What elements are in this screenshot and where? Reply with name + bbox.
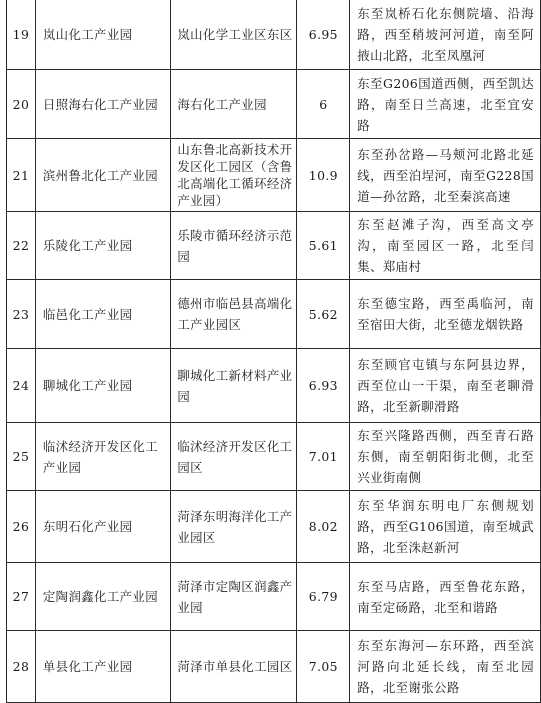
park-location-cell: [171, 70, 297, 139]
park-name-cell: [35, 212, 170, 280]
park-area: 7.05: [308, 659, 338, 674]
park-boundary-cell: [350, 349, 541, 423]
park-location: 乐陵市循环经济示范园: [177, 227, 293, 264]
park-area-cell: [297, 563, 350, 631]
row-number-cell: [7, 70, 36, 139]
park-location-cell: [171, 139, 297, 212]
row-number-cell: [7, 280, 36, 349]
park-name: 单县化工产业园: [42, 659, 133, 674]
park-boundary-cell: [350, 70, 541, 139]
park-boundary: 东至华润东明电厂东侧规划路，西至G106国道，南至城武路，北至洙赵新河: [357, 498, 534, 555]
park-name: 临沭经济开发区化工产业园: [42, 438, 159, 475]
row-number: 24: [12, 378, 30, 393]
park-boundary-cell: [350, 563, 541, 631]
park-name-cell: [35, 491, 170, 563]
park-name: 滨州鲁北化工产业园: [42, 167, 159, 183]
park-area: 6: [319, 96, 328, 112]
park-location: 菏泽市定陶区润鑫产业园: [177, 578, 293, 615]
table-row: [7, 212, 541, 280]
row-number-cell: [7, 139, 36, 212]
table-row: [7, 0, 541, 70]
park-name-cell: [35, 0, 170, 70]
park-boundary: 东至G206国道西侧，西至凯达路，南至日兰高速，北至宜安路: [357, 75, 534, 133]
park-name-cell: [35, 423, 170, 491]
park-area-cell: [297, 349, 350, 423]
row-number-cell: [7, 0, 36, 70]
park-area: 5.61: [308, 238, 338, 253]
park-area-cell: [297, 212, 350, 280]
park-boundary: 东至赵滩子沟，西至高文亭沟，南至园区一路，北至闫集、郑庙村: [357, 217, 534, 274]
park-boundary: 东至孙岔路—马颊河北路北延线，西至泊埕河，南至G228国道—孙岔路，北至秦滨高速: [357, 146, 534, 204]
park-area-cell: [297, 139, 350, 212]
park-location-cell: [171, 212, 297, 280]
table-row: [7, 423, 541, 491]
park-location-cell: [171, 491, 297, 563]
park-boundary-cell: [350, 631, 541, 703]
park-boundary: 东至顾官屯镇与东阿县边界，西至位山一干渠，南至老聊滑路，北至新聊滑路: [357, 357, 534, 414]
table-body: [7, 0, 541, 703]
row-number: 28: [12, 659, 30, 674]
park-name: 日照海右化工产业园: [42, 96, 159, 112]
park-location-cell: [171, 280, 297, 349]
row-number: 21: [12, 167, 30, 183]
row-number: 22: [12, 238, 30, 253]
park-location-cell: [171, 563, 297, 631]
park-name: 岚山化工产业园: [42, 26, 133, 42]
park-location-cell: [171, 631, 297, 703]
table-row: [7, 563, 541, 631]
table-row: [7, 139, 541, 212]
park-area-cell: [297, 70, 350, 139]
row-number-cell: [7, 491, 36, 563]
park-name: 临邑化工产业园: [42, 306, 133, 322]
row-number-cell: [7, 349, 36, 423]
park-boundary-cell: [350, 280, 541, 349]
row-number-cell: [7, 212, 36, 280]
park-name-cell: [35, 563, 170, 631]
park-location: 临沭经济开发区化工园区: [177, 438, 293, 475]
park-area: 5.62: [308, 306, 338, 322]
park-location: 山东鲁北高新技术开发区化工园区（含鲁北高端化工循环经济产业园）: [177, 142, 293, 208]
table-row: [7, 631, 541, 703]
park-area: 6.93: [308, 378, 338, 393]
park-boundary: 东至德宝路，西至禹临河，南至宿田大街，北至德龙烟铁路: [357, 296, 534, 332]
park-area: 7.01: [308, 449, 338, 464]
park-location: 菏泽市单县化工园区: [177, 659, 293, 674]
row-number: 27: [12, 589, 30, 604]
park-area: 8.02: [308, 519, 338, 534]
park-area-cell: [297, 491, 350, 563]
park-location: 海右化工产业园: [177, 96, 267, 112]
park-boundary: 东至东海河—东环路，西至滨河路向北延长线，南至北园路，北至谢张公路: [357, 638, 534, 695]
table-row: [7, 70, 541, 139]
park-boundary-cell: [350, 423, 541, 491]
table-row: [7, 491, 541, 563]
park-location-cell: [171, 423, 297, 491]
park-boundary-cell: [350, 0, 541, 70]
park-area: 10.9: [308, 167, 338, 183]
row-number: 23: [12, 306, 30, 322]
park-area-cell: [297, 631, 350, 703]
row-number: 20: [12, 96, 30, 112]
park-location: 菏泽东明海洋化工产业园区: [177, 508, 293, 545]
table-row: [7, 280, 541, 349]
park-name-cell: [35, 70, 170, 139]
chemical-park-table: [6, 0, 541, 703]
park-boundary: 东至岚桥石化东侧院墙、沿海路，西至稍坡河河道，南至阿掖山北路，北至凤凰河: [357, 5, 534, 63]
row-number: 26: [12, 519, 30, 534]
table-row: [7, 349, 541, 423]
park-area-cell: [297, 0, 350, 70]
park-boundary: 东至兴隆路西侧，西至青石路东侧，南至朝阳街北侧，北至兴业街南侧: [357, 428, 534, 485]
row-number-cell: [7, 563, 36, 631]
park-name-cell: [35, 139, 170, 212]
row-number: 25: [12, 449, 30, 464]
park-name-cell: [35, 280, 170, 349]
park-boundary-cell: [350, 139, 541, 212]
park-location-cell: [171, 0, 297, 70]
row-number-cell: [7, 631, 36, 703]
park-boundary-cell: [350, 491, 541, 563]
park-name: 聊城化工产业园: [42, 378, 133, 393]
park-name: 乐陵化工产业园: [42, 238, 133, 253]
park-area: 6.79: [308, 589, 338, 604]
park-area: 6.95: [308, 26, 338, 42]
park-location: 德州市临邑县高端化工产业园区: [177, 296, 293, 332]
park-area-cell: [297, 423, 350, 491]
park-name-cell: [35, 349, 170, 423]
park-boundary: 东至马店路，西至鲁花东路，南至定砀路，北至和谐路: [357, 578, 534, 615]
park-name: 东明石化产业园: [42, 519, 133, 534]
row-number-cell: [7, 423, 36, 491]
park-name-cell: [35, 631, 170, 703]
park-location-cell: [171, 349, 297, 423]
row-number: 19: [12, 26, 30, 42]
park-name: 定陶润鑫化工产业园: [42, 589, 159, 604]
park-area-cell: [297, 280, 350, 349]
park-location: 聊城化工新材料产业园: [177, 367, 293, 404]
park-location: 岚山化学工业区东区: [177, 26, 293, 42]
park-boundary-cell: [350, 212, 541, 280]
